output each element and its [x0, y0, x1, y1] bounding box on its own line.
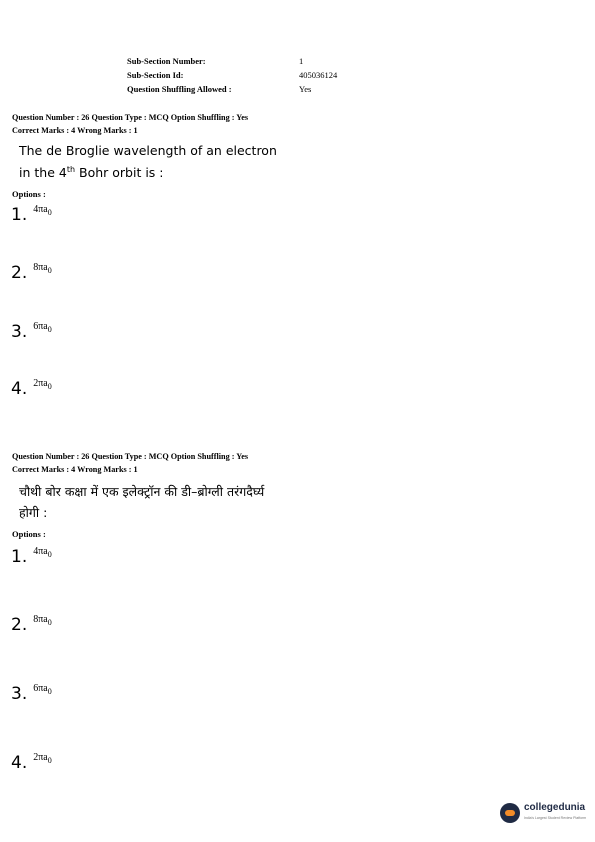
logo-tagline: India's Largest Student Review Platform: [524, 816, 587, 820]
option-value: $8\pi a_0$: [33, 262, 52, 275]
option-4[interactable]: [11, 378, 52, 399]
question-text-line: in the 4th Bohr orbit is :: [19, 165, 164, 181]
question-meta-line: Question Number : 26 Question Type : MCQ Option Shuffling : Yes: [12, 452, 249, 461]
question-marks-line: Correct Marks : 4 Wrong Marks : 1: [12, 126, 138, 135]
collegedunia-logo: [500, 802, 586, 824]
sub-section-number-label: Sub-Section Number:: [127, 56, 206, 66]
option-number: 4.: [11, 753, 28, 773]
option-number: 2.: [11, 615, 28, 635]
option-2[interactable]: [11, 262, 52, 283]
sub-section-id-value: 405036124: [299, 70, 338, 80]
option-3[interactable]: [11, 321, 52, 342]
question-text: [19, 141, 277, 182]
option-value: $8\pi a_0$: [33, 614, 52, 627]
collegedunia-logo-icon: [500, 803, 520, 823]
option-number: 1.: [11, 205, 28, 225]
question-marks-line: Correct Marks : 4 Wrong Marks : 1: [12, 465, 138, 474]
question-text-hindi: [19, 481, 264, 523]
option-number: 4.: [11, 379, 28, 399]
option-number: 1.: [11, 547, 28, 567]
option-value: $2\pi a_0$: [33, 752, 52, 765]
logo-wordmark: collegedunia India's Largest Student Review Platform: [524, 802, 586, 824]
question-meta-line: Question Number : 26 Question Type : MCQ Option Shuffling : Yes: [12, 113, 249, 122]
question-text-line: चौथी बोर कक्षा में एक इलेक्ट्रॉन की डी–ब्रोग्ली तरंगदैर्घ्य: [19, 484, 265, 499]
option-1[interactable]: [11, 204, 52, 225]
option-1[interactable]: [11, 546, 52, 567]
option-value: $4\pi a_0$: [33, 546, 52, 559]
question-text-line: The de Broglie wavelength of an electron: [19, 143, 277, 158]
options-label: Options :: [12, 189, 46, 199]
question-shuffling-label: Question Shuffling Allowed :: [127, 84, 232, 94]
sub-section-id-label: Sub-Section Id:: [127, 70, 184, 80]
option-4[interactable]: [11, 752, 52, 773]
question-text-line: होगी :: [19, 505, 48, 520]
option-value: $6\pi a_0$: [33, 321, 52, 334]
options-label: Options :: [12, 529, 46, 539]
question-shuffling-value: Yes: [299, 84, 312, 94]
option-number: 2.: [11, 263, 28, 283]
option-number: 3.: [11, 684, 28, 704]
sub-section-number-value: 1: [299, 56, 304, 66]
option-number: 3.: [11, 322, 28, 342]
option-3[interactable]: [11, 683, 52, 704]
option-value: $6\pi a_0$: [33, 683, 52, 696]
option-value: $2\pi a_0$: [33, 378, 52, 391]
option-value: $4\pi a_0$: [33, 204, 52, 217]
option-2[interactable]: [11, 614, 52, 635]
